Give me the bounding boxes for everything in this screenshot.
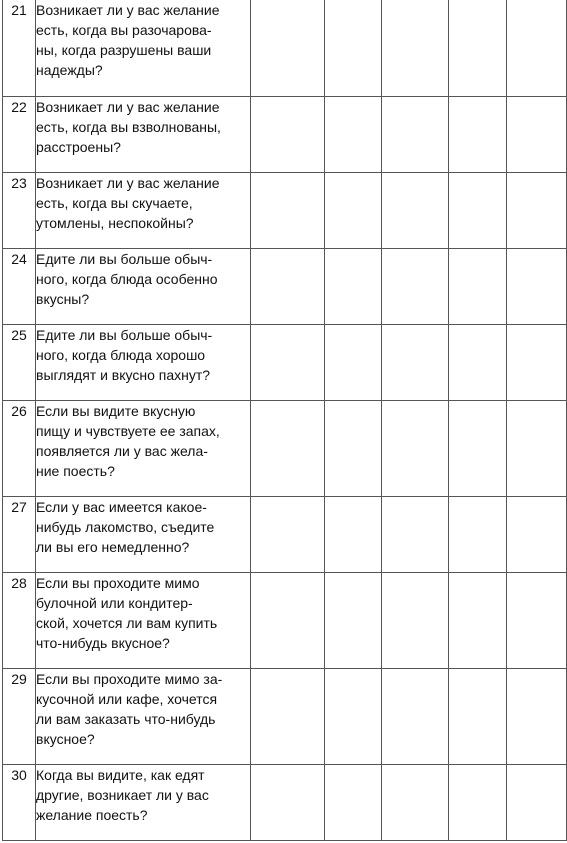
answer-cell[interactable] (251, 0, 325, 96)
question-text: Едите ли вы больше обыч- ного, когда блюда особенно вкусны? (36, 248, 251, 324)
answer-cell[interactable] (325, 324, 382, 400)
question-text: Едите ли вы больше обыч- ного, когда блюда хорошо выглядят и вкусно пахнут? (36, 324, 251, 400)
answer-cell[interactable] (449, 324, 507, 400)
question-number: 30 (3, 764, 36, 840)
answer-cell[interactable] (449, 172, 507, 248)
table-row (3, 572, 567, 668)
table-row (3, 400, 567, 496)
answer-cell[interactable] (382, 496, 449, 572)
answer-cell[interactable] (382, 400, 449, 496)
questionnaire-table (2, 0, 567, 841)
answer-cell[interactable] (325, 248, 382, 324)
question-text: Возникает ли у вас желание есть, когда вы разочарова- ны, когда разрушены ваши надежды? (36, 0, 251, 96)
answer-cell[interactable] (507, 764, 567, 840)
question-number: 23 (3, 172, 36, 248)
question-number: 29 (3, 668, 36, 764)
answer-cell[interactable] (449, 668, 507, 764)
answer-cell[interactable] (325, 496, 382, 572)
table-row (3, 0, 567, 96)
answer-cell[interactable] (382, 172, 449, 248)
question-text: Если вы проходите мимо за- кусочной или кафе, хочется ли вам заказать что-нибудь вкусное? (36, 668, 251, 764)
question-text: Если у вас имеется какое- нибудь лакомство, съедите ли вы его немедленно? (36, 496, 251, 572)
answer-cell[interactable] (507, 496, 567, 572)
question-number: 25 (3, 324, 36, 400)
answer-cell[interactable] (382, 248, 449, 324)
table-row (3, 496, 567, 572)
answer-cell[interactable] (325, 96, 382, 172)
answer-cell[interactable] (325, 764, 382, 840)
answer-cell[interactable] (507, 96, 567, 172)
answer-cell[interactable] (449, 96, 507, 172)
answer-cell[interactable] (325, 572, 382, 668)
answer-cell[interactable] (507, 324, 567, 400)
answer-cell[interactable] (382, 572, 449, 668)
table-row (3, 668, 567, 764)
question-text: Возникает ли у вас желание есть, когда вы скучаете, утомлены, неспокойны? (36, 172, 251, 248)
table-row (3, 324, 567, 400)
answer-cell[interactable] (449, 572, 507, 668)
question-text: Возникает ли у вас желание есть, когда вы взволнованы, расстроены? (36, 96, 251, 172)
answer-cell[interactable] (251, 496, 325, 572)
question-number: 28 (3, 572, 36, 668)
question-number: 27 (3, 496, 36, 572)
answer-cell[interactable] (507, 572, 567, 668)
question-number: 26 (3, 400, 36, 496)
answer-cell[interactable] (382, 668, 449, 764)
answer-cell[interactable] (507, 400, 567, 496)
answer-cell[interactable] (251, 172, 325, 248)
answer-cell[interactable] (325, 0, 382, 96)
answer-cell[interactable] (382, 324, 449, 400)
question-text: Когда вы видите, как едят другие, возникает ли у вас желание поесть? (36, 764, 251, 840)
answer-cell[interactable] (251, 572, 325, 668)
question-number: 21 (3, 0, 36, 96)
table-row (3, 248, 567, 324)
answer-cell[interactable] (449, 764, 507, 840)
answer-cell[interactable] (449, 248, 507, 324)
answer-cell[interactable] (449, 496, 507, 572)
table-row (3, 96, 567, 172)
answer-cell[interactable] (251, 764, 325, 840)
answer-cell[interactable] (382, 96, 449, 172)
answer-cell[interactable] (325, 668, 382, 764)
answer-cell[interactable] (325, 400, 382, 496)
answer-cell[interactable] (251, 96, 325, 172)
question-number: 22 (3, 96, 36, 172)
answer-cell[interactable] (251, 668, 325, 764)
answer-cell[interactable] (382, 764, 449, 840)
question-number: 24 (3, 248, 36, 324)
table-row (3, 172, 567, 248)
answer-cell[interactable] (251, 248, 325, 324)
answer-cell[interactable] (507, 248, 567, 324)
answer-cell[interactable] (507, 668, 567, 764)
answer-cell[interactable] (507, 172, 567, 248)
question-text: Если вы проходите мимо булочной или кондитер- ской, хочется ли вам купить что-нибудь вкусное? (36, 572, 251, 668)
table-row (3, 764, 567, 840)
answer-cell[interactable] (251, 400, 325, 496)
answer-cell[interactable] (507, 0, 567, 96)
answer-cell[interactable] (325, 172, 382, 248)
question-text: Если вы видите вкусную пищу и чувствуете ее запах, появляется ли у вас жела- ние поесть? (36, 400, 251, 496)
answer-cell[interactable] (382, 0, 449, 96)
answer-cell[interactable] (449, 0, 507, 96)
answer-cell[interactable] (449, 400, 507, 496)
answer-cell[interactable] (251, 324, 325, 400)
